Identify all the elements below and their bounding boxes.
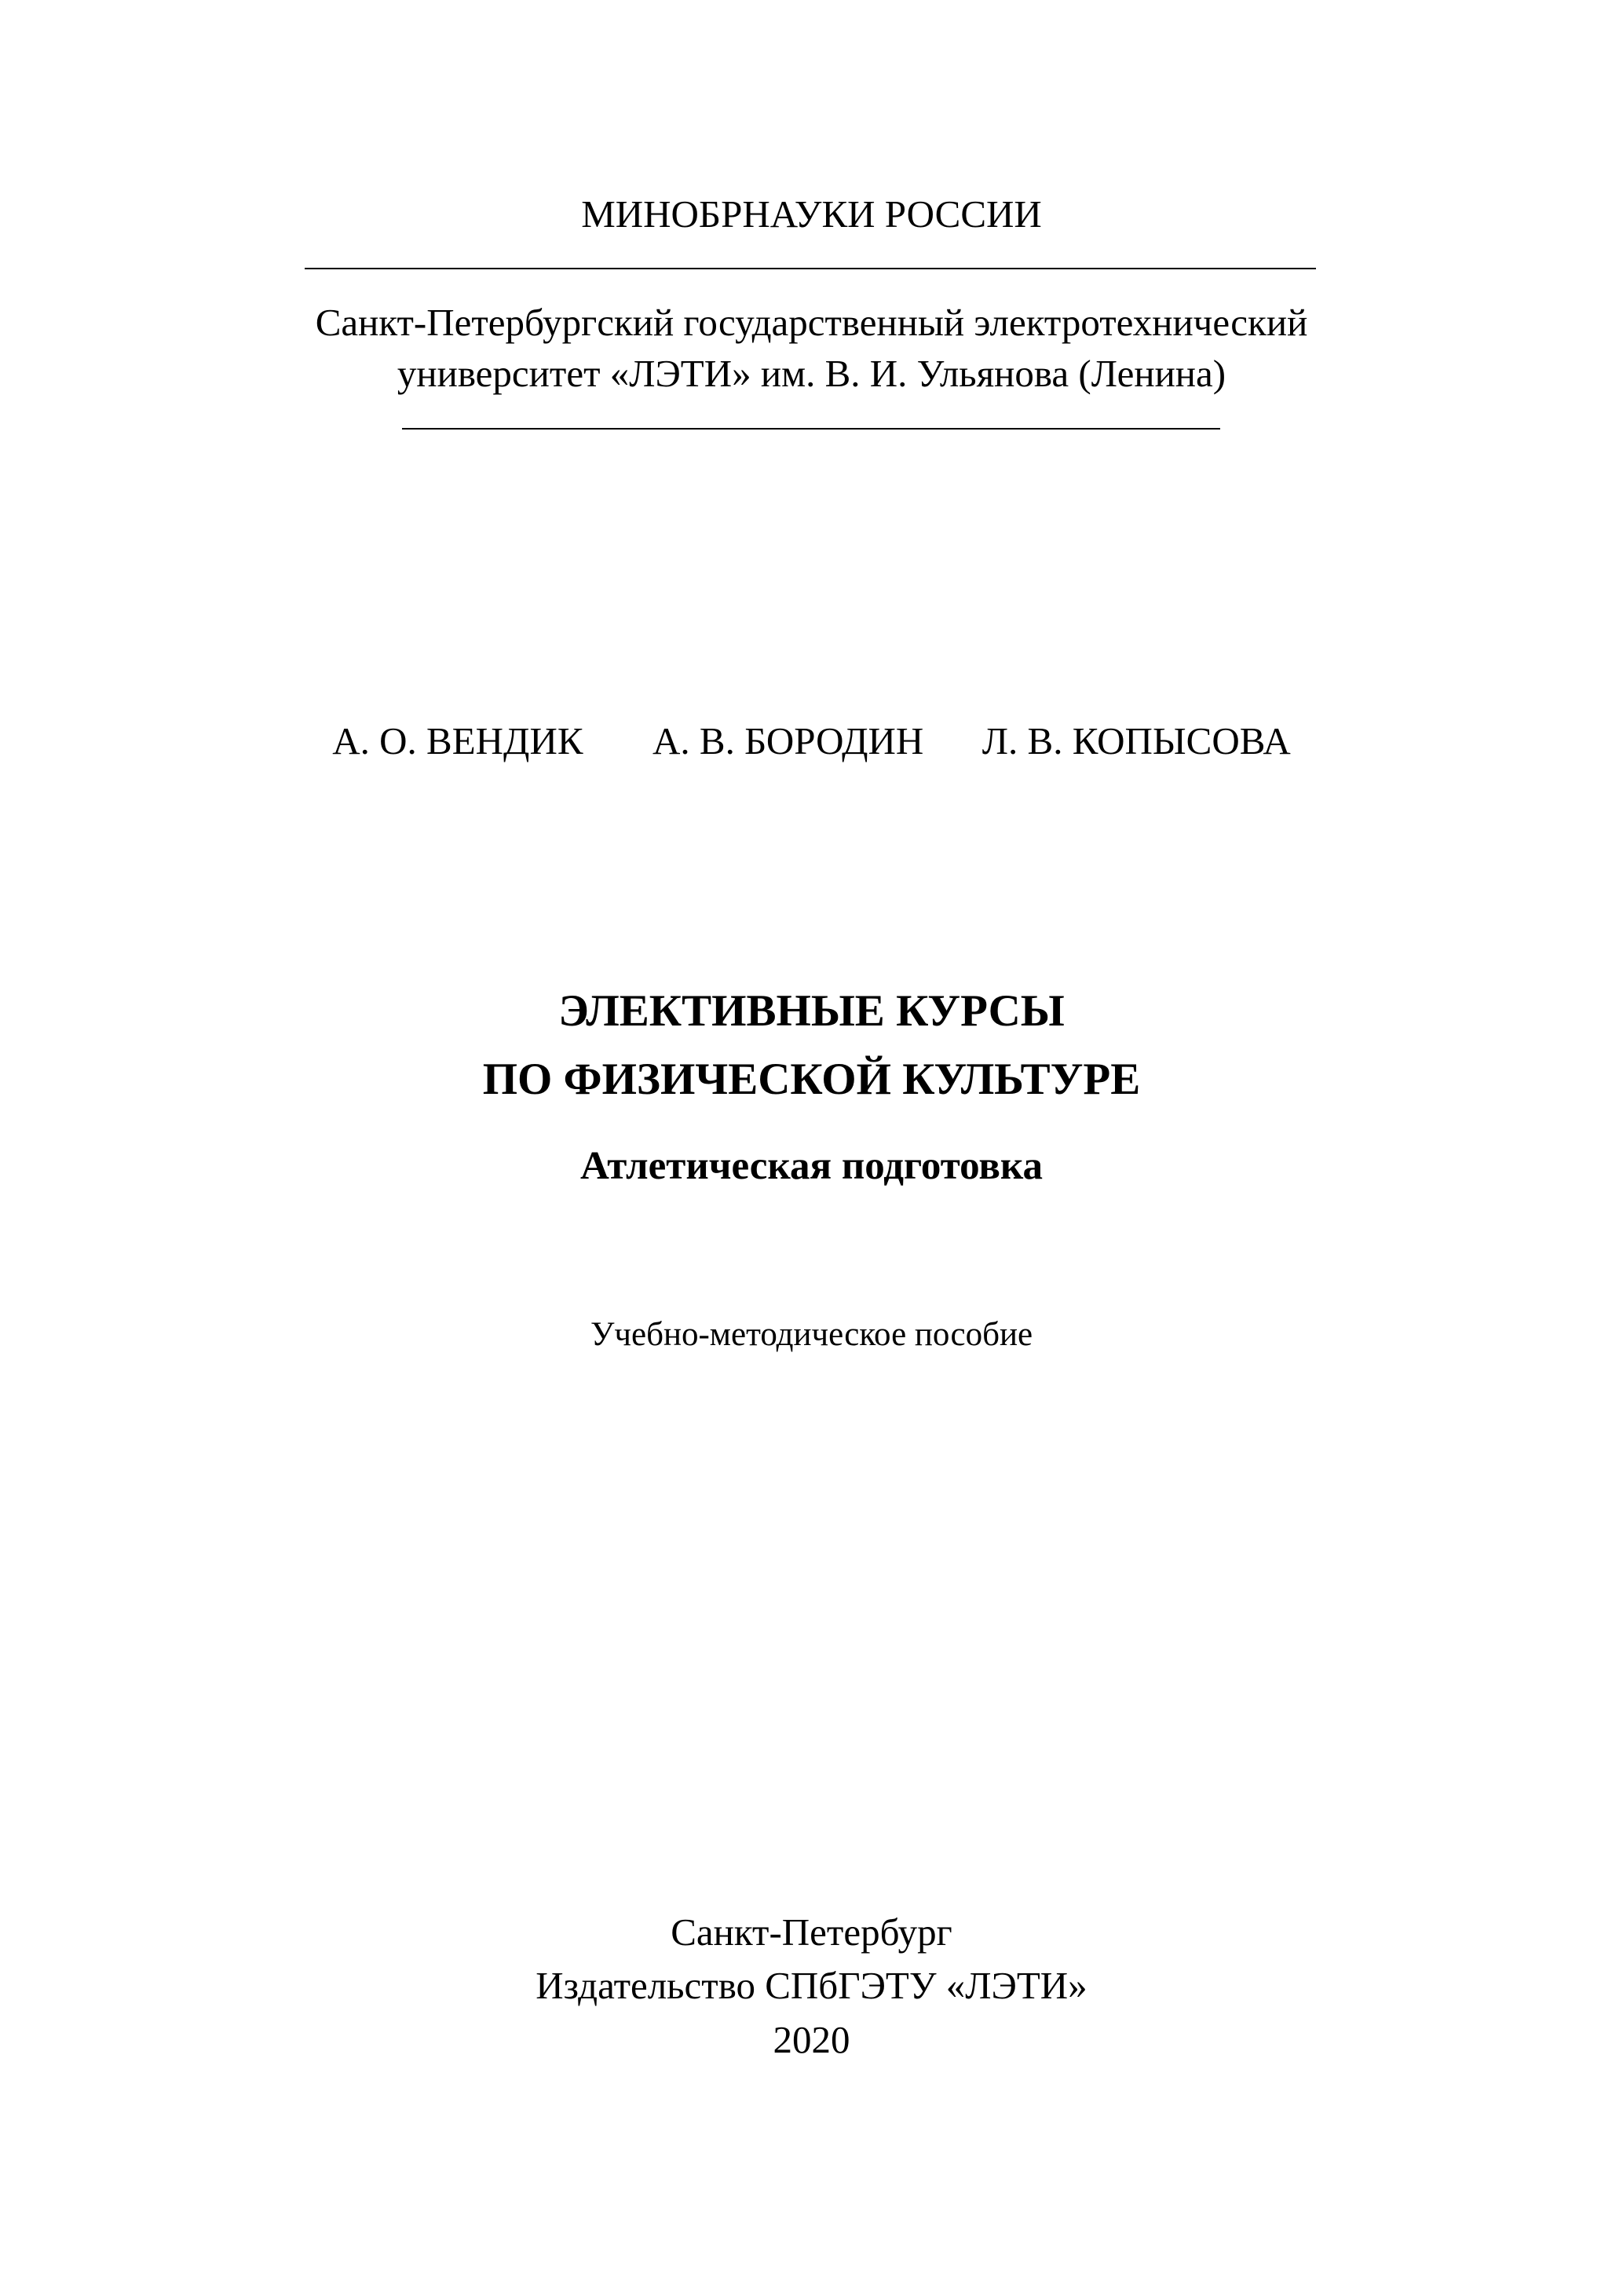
ministry-name: МИНОБРНАУКИ РОССИИ [581,192,1042,236]
title-line1: ЭЛЕКТИВНЫЕ КУРСЫ [558,986,1065,1036]
imprint-publisher: Издательство СПбГЭТУ «ЛЭТИ» [536,1964,1087,2007]
university-name-line2: университет «ЛЭТИ» им. В. И. Ульянова (Ленина) [397,352,1226,395]
document-type: Учебно-методическое пособие [590,1316,1033,1353]
authors [0,718,1623,763]
author-1: А. О. ВЕНДИК [332,719,583,762]
university-rule [402,428,1220,430]
author-2: А. В. БОРОДИН [652,719,924,762]
title-line2: ПО ФИЗИЧЕСКОЙ КУЛЬТУРЕ [482,1055,1141,1104]
university-name-line1: Санкт-Петербургский государственный электротехнический [315,301,1308,344]
author-3: Л. В. КОПЫСОВА [981,719,1291,762]
subtitle: Атлетическая подготовка [579,1144,1044,1188]
imprint-city: Санкт-Петербург [671,1910,952,1954]
imprint-year: 2020 [773,2018,850,2061]
header-rule [305,268,1316,269]
